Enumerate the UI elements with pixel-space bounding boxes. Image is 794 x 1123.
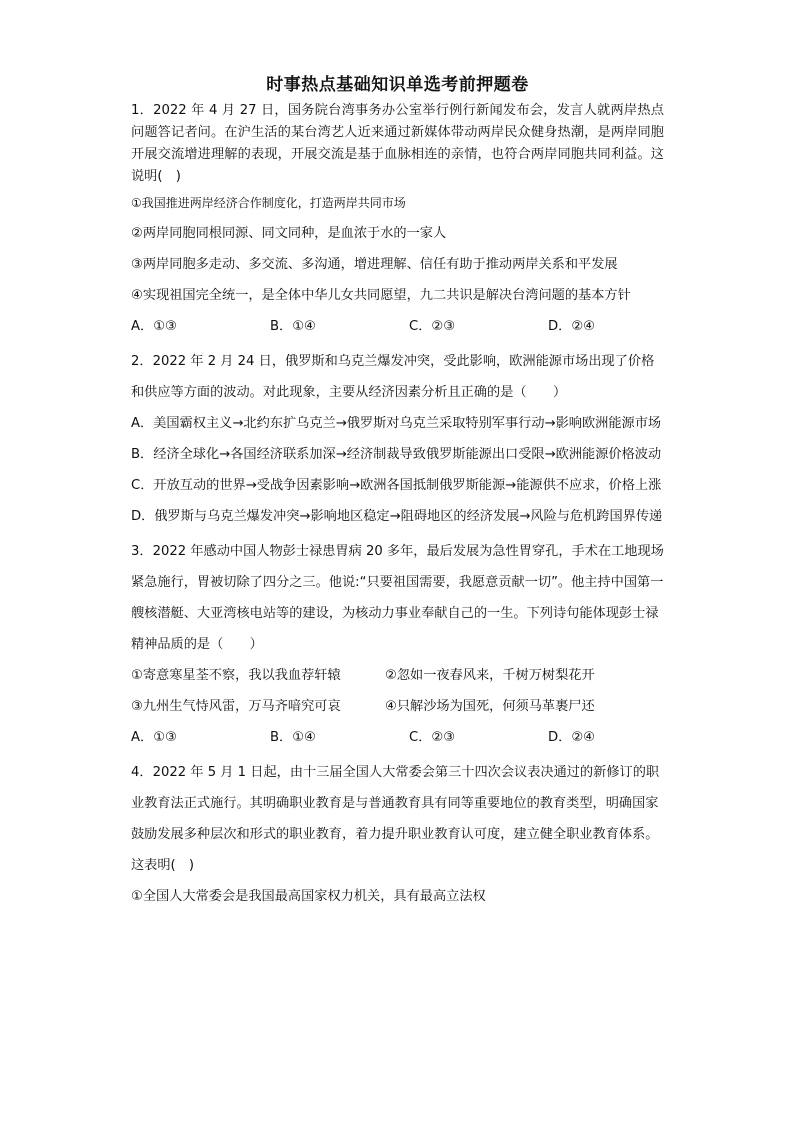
option-a[interactable]: A．①③: [131, 319, 177, 334]
option-d[interactable]: D．俄罗斯与乌克兰爆发冲突→影响地区稳定→阻碍地区的经济发展→风险与危机跨国界传递: [131, 509, 663, 524]
option-a[interactable]: A．美国霸权主义→北约东扩乌克兰→俄罗斯对乌克兰采取特别军事行动→影响欧洲能源市场: [131, 416, 662, 431]
statement: ③九州生气恃风雷，万马齐喑究可哀: [131, 699, 341, 714]
question-4: [131, 757, 664, 912]
question-3: [131, 536, 664, 753]
option-a[interactable]: A．①③: [131, 730, 177, 745]
question-stem: 3．2022 年感动中国人物彭士禄患胃病 20 多年，最后发展为急性胃穿孔，手术在工地现场紧急施行，胃被切除了四分之三。他说:“只要祖国需要，我愿意贡献一切”。他主持中国第一艘核潜艇、大亚湾核电站等的建设，为核动力事业奉献自己的一生。下列诗句能体现彭士禄精神品质的是（ ）: [131, 544, 664, 652]
statement-row: [131, 660, 664, 691]
option-c[interactable]: C．②③: [409, 319, 456, 334]
statement: ①寄意寒星荃不察，我以我血荐轩辕: [131, 668, 341, 683]
statement-row: [131, 691, 664, 722]
question-stem: 1．2022 年 4 月 27 日，国务院台湾事务办公室举行例行新闻发布会，发言人就两岸热点问题答记者问。在沪生活的某台湾艺人近来通过新媒体带动两岸民众健身热潮，是两岸同胞开展交流增进理解的表现，开展交流是基于血脉相连的亲情，也符合两岸同胞共同利益。这说明( ): [131, 103, 664, 184]
options-row: [131, 722, 664, 753]
statement: ②忽如一夜春风来，千树万树梨花开: [385, 668, 595, 683]
option-c[interactable]: C．②③: [409, 730, 456, 745]
statement: ②两岸同胞同根同源、同文同种，是血浓于水的一家人: [131, 226, 447, 241]
statement: ①全国人大常委会是我国最高国家权力机关，具有最高立法权: [131, 889, 486, 904]
option-d[interactable]: D．②④: [548, 730, 595, 745]
question-stem: 2．2022 年 2 月 24 日，俄罗斯和乌克兰爆发冲突，受此影响，欧洲能源市场出现了价格和供应等方面的波动。对此现象，主要从经济因素分析且正确的是（ ）: [131, 354, 655, 400]
question-1: [131, 100, 664, 342]
document-page: [131, 74, 664, 916]
statement: ④只解沙场为国死，何须马革裹尸还: [385, 699, 595, 714]
options-row: [131, 311, 664, 342]
page-title: 时事热点基础知识单选考前押题卷: [266, 75, 529, 95]
option-c[interactable]: C．开放互动的世界→受战争因素影响→欧洲各国抵制俄罗斯能源→能源供不应求，价格上涨: [131, 478, 662, 493]
statement: ③两岸同胞多走动、多交流、多沟通，增进理解、信任有助于推动两岸关系和平发展: [131, 257, 618, 272]
statement: ④实现祖国完全统一，是全体中华儿女共同愿望，九二共识是解决台湾问题的基本方针: [131, 288, 631, 303]
option-b[interactable]: B．经济全球化→各国经济联系加深→经济制裁导致俄罗斯能源出口受限→欧洲能源价格波动: [131, 447, 662, 462]
question-2: [131, 346, 664, 532]
option-b[interactable]: B．①④: [270, 319, 316, 334]
option-d[interactable]: D．②④: [548, 319, 595, 334]
option-b[interactable]: B．①④: [270, 730, 316, 745]
statement: ①我国推进两岸经济合作制度化，打造两岸共同市场: [131, 196, 406, 210]
question-stem: 4．2022 年 5 月 1 日起，由十三届全国人大常委会第三十四次会议表决通过的新修订的职业教育法正式施行。其明确职业教育是与普通教育具有同等重要地位的教育类型，明确国家鼓励发展多种层次和形式的职业教育，着力提升职业教育认可度，建立健全职业教育体系。这表明( ): [131, 765, 660, 873]
